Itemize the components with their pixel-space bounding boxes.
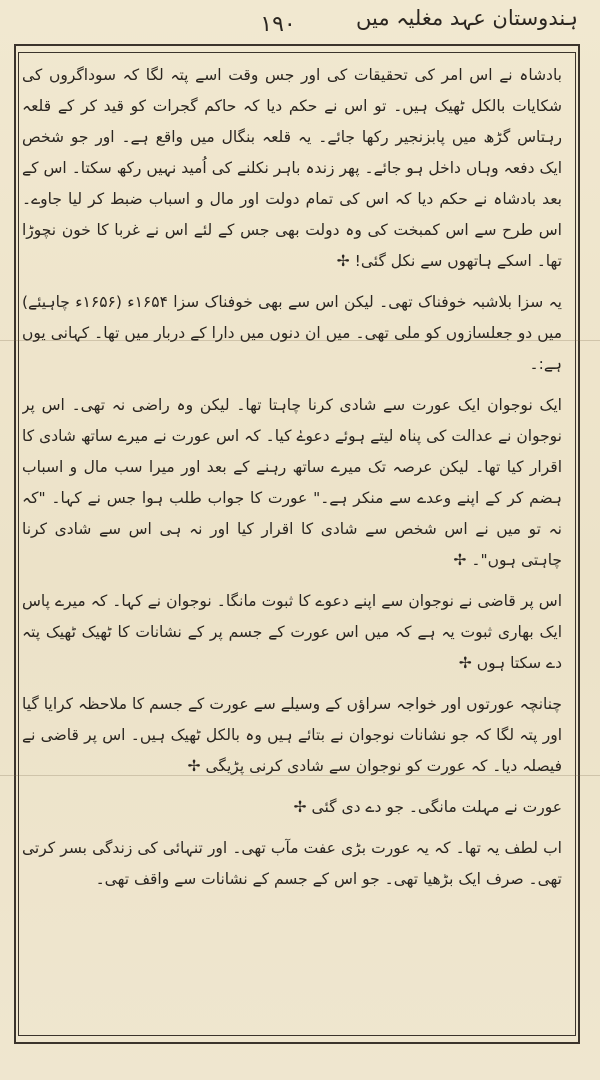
paragraph: اس پر قاضی نے نوجوان سے اپنے دعوے کا ثبوت مانگا۔ نوجوان نے کہا۔ کہ میرے پاس ایک بھاری ثبوت یہ ہے کہ میں اس عورت کے جسم پر کے نشانات کا ٹھیک ٹھیک پتہ دے سکتا ہوں ✢ (22, 592, 562, 672)
paragraph: اب لطف یہ تھا۔ کہ یہ عورت بڑی عفت مآب تھی۔ اور تنہائی کی زندگی بسر کرتی تھی۔ صرف ایک بڑھیا تھی۔ جو اس کے جسم کے نشانات سے واقف تھی۔ (22, 839, 562, 888)
running-head: ہندوستان عہد مغلیہ میں (356, 6, 578, 30)
paragraph: ایک نوجوان ایک عورت سے شادی کرنا چاہتا تھا۔ لیکن وہ راضی نہ تھی۔ اس پر نوجوان نے عدالت کی پناہ لیتے ہوئے دعوےٰ کیا۔ کہ اس عورت نے میرے ساتھ شادی کا اقرار کیا تھا۔ لیکن عرصہ تک میرے ساتھ رہنے کے بعد اور میرا سب مال و اسباب ہضم کر کے اپنے وعدے سے منکر ہے۔" عورت کا جواب طلب ہوا جس نے کہا۔ "کہ نہ تو میں نے اس شخص سے شادی کا اقرار کیا اور نہ ہی اس سے شادی کرنا چاہتی ہوں"۔ ✢ (22, 396, 562, 569)
paragraph: بادشاہ نے اس امر کی تحقیقات کی اور جس وقت اسے پتہ لگا کہ سوداگروں کی شکایات بالکل ٹھیک ہیں۔ تو اس نے حکم دیا کہ حاکم گجرات کو قید کر کے قلعہ رہتاس گڑھ میں پابزنجیر رکھا جائے۔ یہ قلعہ بنگال میں واقع ہے۔ اور جو شخص ایک دفعہ وہاں داخل ہو جائے۔ پھر زندہ باہر نکلنے کی اُمید نہیں رکھ سکتا۔ اس کے بعد بادشاہ نے حکم دیا کہ اس کی تمام دولت اور مال و اسباب ضبط کر لیا جاوے۔ اس طرح سے اس کمبخت کی وہ دولت بھی جس کے لئے اس نے غربا کا خون نچوڑا تھا۔ اسکے ہاتھوں سے نکل گئی! ✢ (22, 66, 562, 270)
paragraph: چنانچہ عورتوں اور خواجہ سراؤں کے وسیلے سے عورت کے جسم کا ملاحظہ کرایا گیا اور پتہ لگا کہ جو نشانات نوجوان نے بتائے ہیں وہ بالکل ٹھیک ہیں۔ اس پر قاضی نے فیصلہ دیا۔ کہ عورت کو نوجوان سے شادی کرنی پڑیگی ✢ (22, 695, 562, 775)
paragraph: یہ سزا بلاشبہ خوفناک تھی۔ لیکن اس سے بھی خوفناک سزا ۱۶۵۴ء (۱۶۵۶ء چاہیئے) میں دو جعلسازوں کو ملی تھی۔ میں ان دنوں میں دارا کے دربار میں تھا۔ کہانی یوں ہے:۔ (22, 293, 562, 373)
page-number: ۱۹۰ (260, 12, 296, 37)
paragraph: عورت نے مہلت مانگی۔ جو دے دی گئی ✢ (293, 798, 562, 816)
body-text (22, 60, 562, 1030)
